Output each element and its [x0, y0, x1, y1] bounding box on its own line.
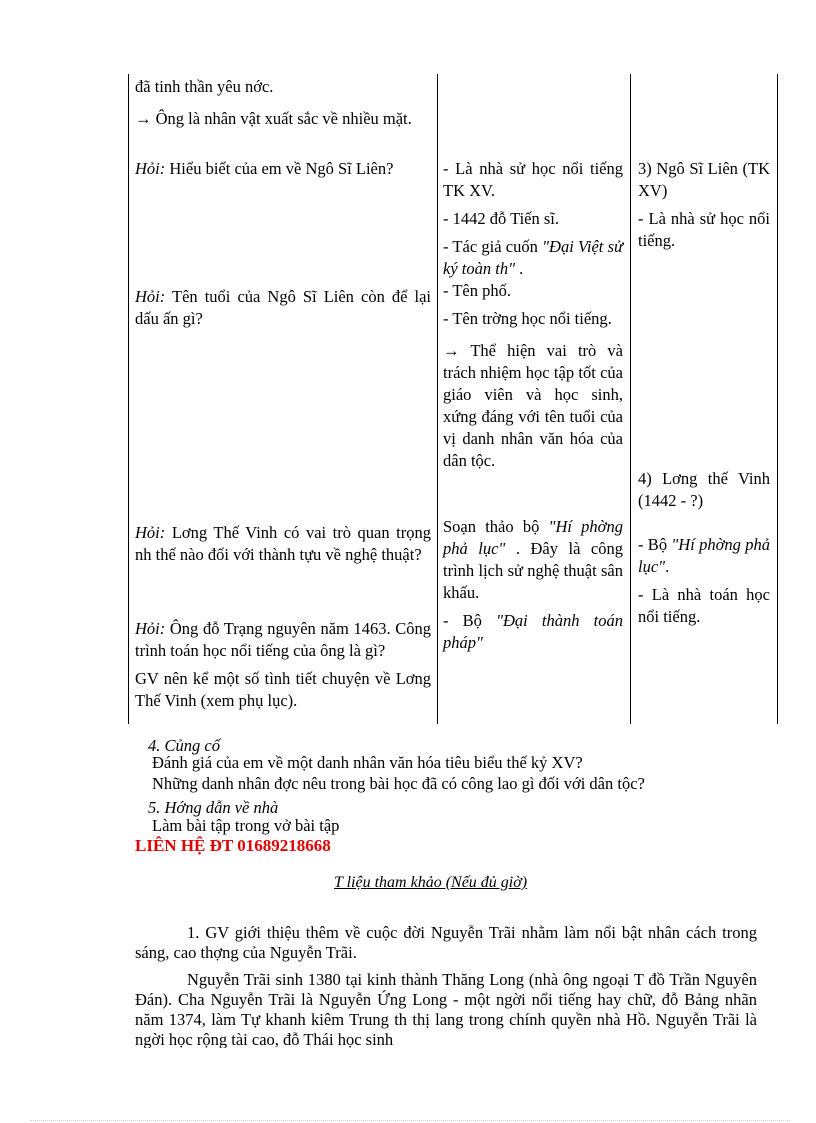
table-border-left [128, 74, 129, 724]
table-divider-1 [437, 74, 438, 724]
answer-5: - Tên trờng học nổi tiếng. [443, 309, 612, 328]
reference-title: T liệu tham khảo (Nếu đủ giờ) [334, 874, 528, 891]
question-ngo-si-lien [135, 158, 431, 186]
gv-note: GV nên kể một số tình tiết chuyện về Lơng Thế Vinh (xem phụ lục). [135, 669, 431, 710]
book-title: "Hí phờng phả lục" [638, 535, 770, 576]
question-luong-the-vinh [135, 522, 431, 572]
question-label: Hỏi: [135, 287, 166, 306]
question-text: Ông đỗ Trạng nguyên năm 1463. Công trình toán học nổi tiếng của ông là gì? [135, 619, 432, 660]
contact-line: LIÊN HỆ ĐT 01689218668 [135, 836, 331, 855]
question-label: Hỏi: [135, 619, 166, 638]
summary-desc: - Là nhà sử học nổi tiếng. [638, 209, 770, 250]
summary-luong-the-vinh [638, 468, 770, 634]
book-title: "Hí phờng phả lục" [443, 517, 623, 558]
lesson-table [128, 74, 778, 724]
question-label: Hỏi: [135, 159, 166, 178]
answer-3: - Tác giả cuốn "Đại Việt sử ký toàn th" . [443, 237, 624, 278]
page-bottom-border [30, 1120, 790, 1121]
question-mathematics [135, 618, 431, 718]
question-label: Hỏi: [135, 523, 166, 542]
answer-4: - Tên phố. [443, 281, 511, 300]
col1-intro-line: đã tinh thần yêu nớc. [135, 77, 274, 96]
summary-ngo-si-lien [638, 158, 770, 258]
answer-block-3 [443, 516, 623, 660]
question-text: Lơng Thế Vinh có vai trò quan trọng nh thế nào đối với thành tựu về nghệ thuật? [135, 523, 431, 564]
summary-heading: 4) Lơng thế Vinh (1442 - ?) [638, 469, 770, 510]
answer-block-1 [443, 158, 623, 286]
answer-block-2 [443, 280, 623, 478]
book-title: "Đại Việt sử ký toàn th" [443, 237, 624, 278]
summary-bullet-1: - Bộ "Hí phờng phả lục". [638, 535, 770, 576]
question-text: Hiểu biết của em về Ngô Sĩ Liên? [169, 159, 394, 178]
col1-conclusion: → Ông là nhân vật xuất sắc về nhiều mặt. [135, 109, 412, 128]
section-4-line-1: Đánh giá của em về một danh nhân văn hóa tiêu biểu thế kỷ XV? [152, 753, 583, 772]
question-legacy [135, 286, 431, 336]
question-text: Tên tuổi của Ngô Sĩ Liên còn để lại dấu ấn gì? [135, 287, 431, 328]
section-4-line-2: Những danh nhân đợc nêu trong bài học đã có công lao gì đối với dân tộc? [152, 774, 645, 793]
answer-2: - 1442 đỗ Tiến sĩ. [443, 209, 559, 228]
paragraph-1: 1. GV giới thiệu thêm về cuộc đời Nguyễn Trãi nhằm làm nổi bật nhân cách trong sáng, cao thợng của Nguyễn Trãi. [135, 923, 757, 962]
paragraph-2: Nguyễn Trãi sinh 1380 tại kinh thành Thăng Long (nhà ông ngoại T đồ Trần Nguyên Đán). Cha Nguyễn Trãi là Nguyễn Ứng Long - một ngời nổi tiếng hay chữ, đỗ Bảng nhãn năm 1374, làm Tự khanh kiêm Trung th thị lang trong chính quyền nhà Hồ. Nguyễn Trãi là ngời học rộng tài cao, đỗ Thái học sinh [135, 970, 757, 1048]
section-4-title: 4. Củng cố [148, 736, 220, 755]
teacher-column [135, 76, 431, 136]
answer-8: - Bộ "Đại thành toán pháp" [443, 611, 623, 652]
section-5-title: 5. Hớng dẫn về nhà [148, 798, 279, 817]
summary-heading: 3) Ngô Sĩ Liên (TK XV) [638, 159, 770, 200]
answer-7: Soạn thảo bộ "Hí phờng phả lục" . Đây là công trình lịch sử nghệ thuật sân khấu. [443, 517, 623, 602]
answer-6: → Thể hiện vai trò và trách nhiệm học tập tốt của giáo viên và học sinh, xứng đáng với tên tuổi của vị danh nhân văn hóa của dân tộc. [443, 341, 623, 470]
summary-bullet-2: - Là nhà toán học nổi tiếng. [638, 585, 770, 626]
section-5-line-1: Làm bài tập trong vở bài tập [152, 816, 340, 835]
answer-1: - Là nhà sử học nổi tiếng TK XV. [443, 159, 623, 200]
table-border-right [777, 74, 778, 724]
table-divider-2 [630, 74, 631, 724]
book-title: "Đại thành toán pháp" [443, 611, 623, 652]
